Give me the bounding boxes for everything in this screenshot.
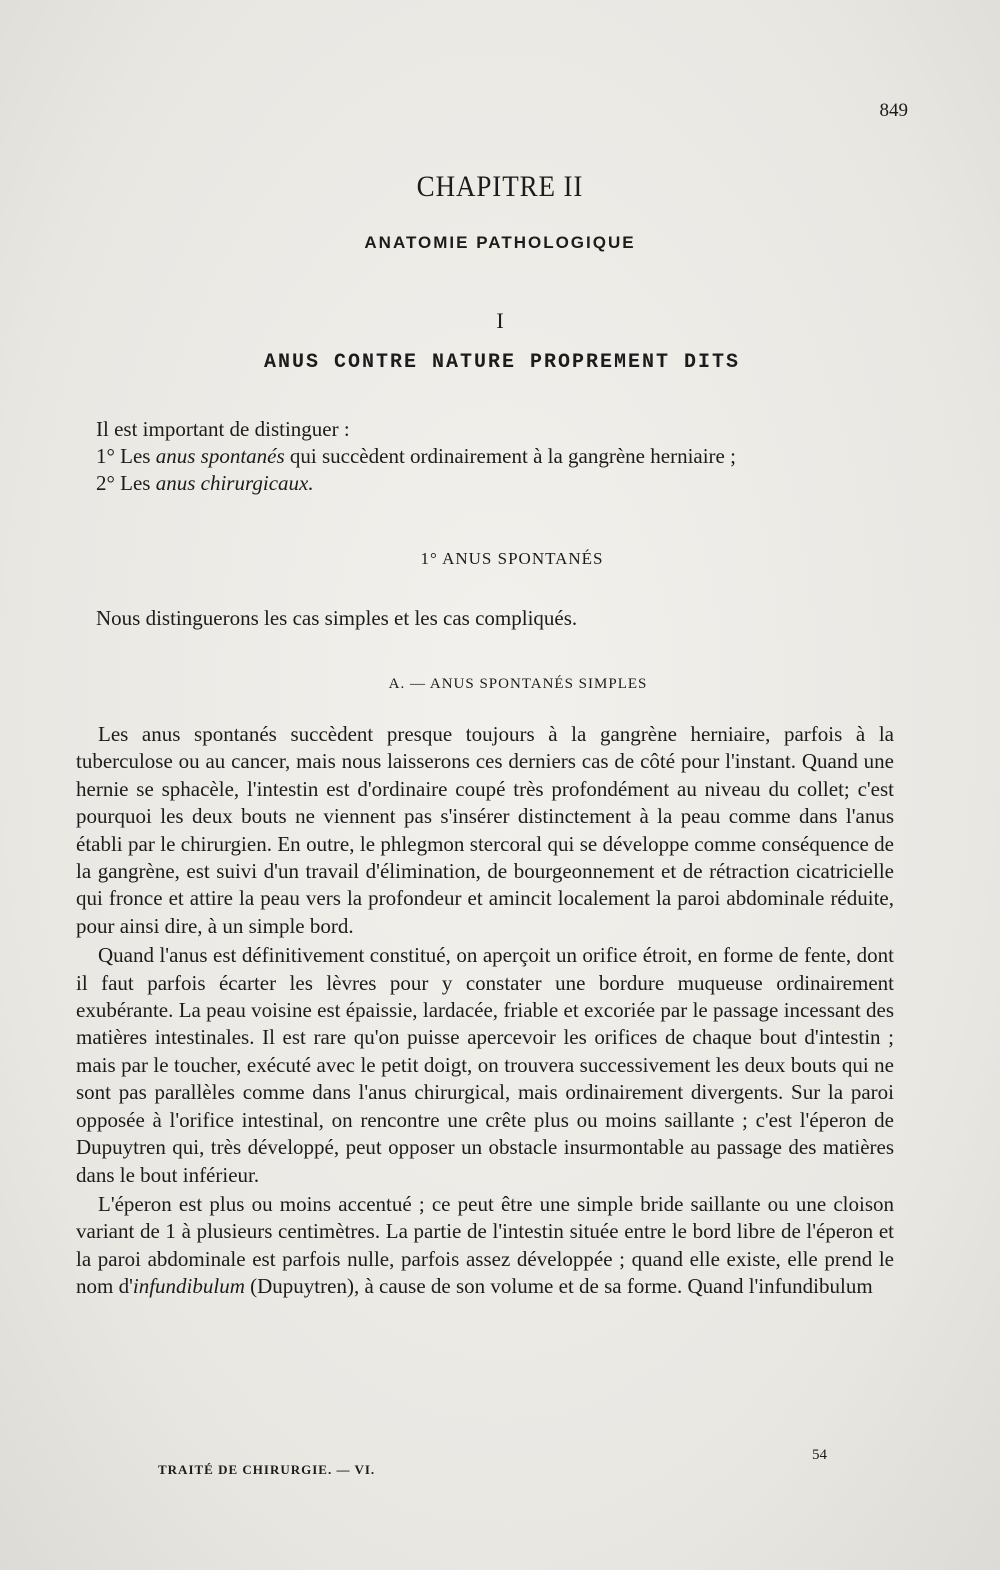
intro-item-2-italic: anus chirurgicaux. xyxy=(155,471,314,495)
page-number: 849 xyxy=(879,100,908,121)
subsection-title: ANUS CONTRE NATURE PROPREMENT DITS xyxy=(263,351,741,374)
body-text xyxy=(76,721,894,1303)
paragraph-1: Les anus spontanés succèdent presque toujours à la gangrène herniaire, parfois à la tuberculose ou au cancer, mais nous laisserons ces derniers cas de côté pour l'instant. Quand une hernie se sphacèle, l'intestin est d'ordinaire coupé très profondément au niveau du collet; c'est pourquoi les deux bouts ne viennent pas s'insérer distinctement à la peau comme dans l'anus établi par le chirurgien. En outre, le phlegmon stercoral qui se développe comme conséquence de la gangrène, est suivi d'un travail d'élimination, de bourgeonnement et de rétraction cicatricielle qui fronce et attire la peau vers la profondeur et amincit localement la paroi abdominale réduite, pour ainsi dire, à un simple bord. xyxy=(76,722,894,938)
intro-item-1-prefix: 1° Les xyxy=(96,444,156,468)
roman-numeral-heading: I xyxy=(496,308,504,333)
distinguish-line: Nous distinguerons les cas simples et les cas compliqués. xyxy=(96,606,578,630)
intro-line: Il est important de distinguer : xyxy=(96,417,350,441)
intro-item-1-italic: anus spontanés xyxy=(155,444,285,468)
intro-item-1-suffix: qui succèdent ordinairement à la gangrène herniaire ; xyxy=(284,444,736,468)
sub-heading-a: A. — ANUS SPONTANÉS SIMPLES xyxy=(388,676,648,692)
paragraph-3-part-2: (Dupuytren), à cause de son volume et de sa forme. Quand l'infundibulum xyxy=(244,1274,873,1299)
intro-item-1 xyxy=(96,443,916,470)
chapter-title: CHAPITRE II xyxy=(416,170,584,203)
paragraph-3-italic: infundibulum xyxy=(132,1274,245,1299)
paragraph-3 xyxy=(76,1191,894,1301)
intro-item-2-prefix: 2° Les xyxy=(96,471,156,495)
intro-item-2 xyxy=(96,470,916,497)
intro-list xyxy=(96,416,916,497)
footer-book-title: TRAITÉ DE CHIRURGIE. — VI. xyxy=(158,1462,376,1477)
paragraph-3-part-1: L'éperon est plus ou moins accentué ; ce peut être une simple bride saillante ou une cloison variant de 1 à plusieurs centimètres. La partie de l'intestin située entre le bord libre de l'éperon et la paroi abdominale est parfois nulle, parfois assez développée ; quand elle existe, elle prend le nom d' xyxy=(76,1191,894,1299)
sub-heading-anus-spontanes: 1° ANUS SPONTANÉS xyxy=(420,549,604,568)
paragraph-2: Quand l'anus est définitivement constitué, on aperçoit un orifice étroit, en forme de fente, dont il faut parfois écarter les lèvres pour y constater une bordure muqueuse ordinairement exubérante. La peau voisine est épaissie, lardacée, friable et excoriée par le passage incessant des matières intestinales. Il est rare qu'on puisse apercevoir les orifices de chaque bout d'intestin ; mais par le toucher, exécuté avec le petit doigt, on trouvera successivement les deux bouts qui ne sont pas parallèles comme dans l'anus chirurgical, mais ordinairement divergents. Sur la paroi opposée à l'orifice intestinal, on rencontre une crête plus ou moins saillante ; c'est l'éperon de Dupuytren qui, très développé, peut opposer un obstacle insurmontable au passage des matières dans le bout inférieur. xyxy=(76,943,894,1187)
section-title: ANATOMIE PATHOLOGIQUE xyxy=(364,233,636,252)
footer-signature-number: 54 xyxy=(812,1447,827,1463)
